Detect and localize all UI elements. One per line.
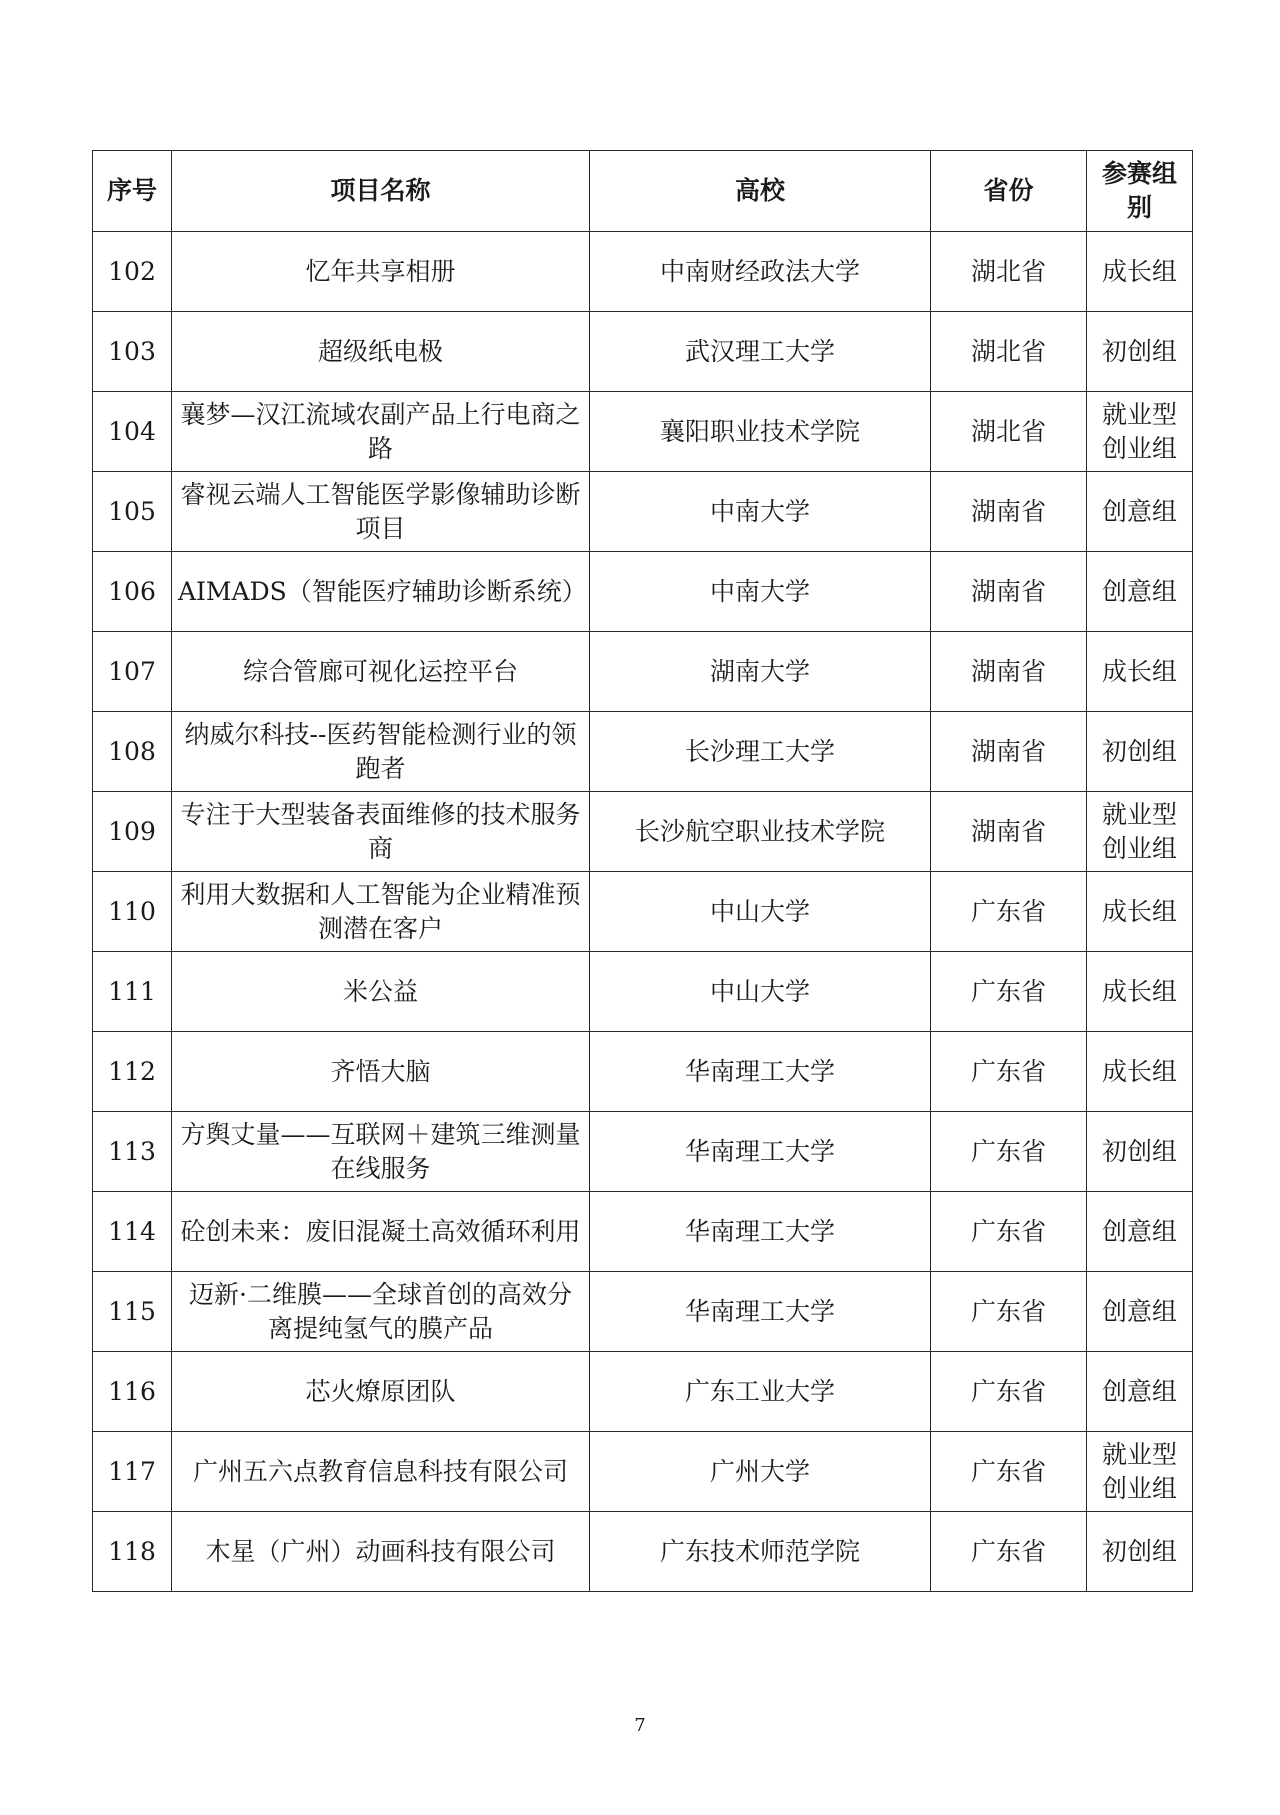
- cell-name: 迈新·二维膜——全球首创的高效分离提纯氢气的膜产品: [172, 1272, 590, 1352]
- cell-province: 湖北省: [931, 232, 1087, 312]
- table-row: [93, 1032, 1193, 1112]
- cell-no: 118: [93, 1512, 172, 1592]
- cell-province: 广东省: [931, 1192, 1087, 1272]
- cell-group: 创意组: [1087, 472, 1193, 552]
- cell-name: 米公益: [172, 952, 590, 1032]
- cell-name: 襄梦—汉江流域农副产品上行电商之路: [172, 392, 590, 472]
- cell-group: 初创组: [1087, 312, 1193, 392]
- cell-no: 112: [93, 1032, 172, 1112]
- cell-no: 111: [93, 952, 172, 1032]
- table-header-row: [93, 151, 1193, 232]
- cell-province: 湖南省: [931, 552, 1087, 632]
- cell-school: 中南财经政法大学: [590, 232, 931, 312]
- cell-school: 中南大学: [590, 552, 931, 632]
- cell-group: 成长组: [1087, 632, 1193, 712]
- cell-province: 广东省: [931, 872, 1087, 952]
- cell-province: 广东省: [931, 1512, 1087, 1592]
- table-row: [93, 1512, 1193, 1592]
- cell-province: 广东省: [931, 952, 1087, 1032]
- cell-no: 106: [93, 552, 172, 632]
- cell-province: 广东省: [931, 1352, 1087, 1432]
- cell-group: 初创组: [1087, 712, 1193, 792]
- cell-province: 湖北省: [931, 392, 1087, 472]
- cell-name: 广州五六点教育信息科技有限公司: [172, 1432, 590, 1512]
- cell-no: 116: [93, 1352, 172, 1432]
- cell-name: 砼创未来：废旧混凝土高效循环利用: [172, 1192, 590, 1272]
- cell-province: 湖南省: [931, 712, 1087, 792]
- cell-province: 湖南省: [931, 632, 1087, 712]
- cell-school: 广东工业大学: [590, 1352, 931, 1432]
- cell-name: 利用大数据和人工智能为企业精准预测潜在客户: [172, 872, 590, 952]
- cell-name: 芯火燎原团队: [172, 1352, 590, 1432]
- cell-name: 纳威尔科技--医药智能检测行业的领跑者: [172, 712, 590, 792]
- cell-province: 广东省: [931, 1112, 1087, 1192]
- cell-name: 睿视云端人工智能医学影像辅助诊断项目: [172, 472, 590, 552]
- table-row: [93, 1192, 1193, 1272]
- cell-no: 117: [93, 1432, 172, 1512]
- cell-name: 齐悟大脑: [172, 1032, 590, 1112]
- table-row: [93, 232, 1193, 312]
- cell-group: 初创组: [1087, 1112, 1193, 1192]
- table-row: [93, 792, 1193, 872]
- cell-school: 中山大学: [590, 952, 931, 1032]
- cell-no: 110: [93, 872, 172, 952]
- cell-no: 104: [93, 392, 172, 472]
- cell-school: 广州大学: [590, 1432, 931, 1512]
- table-row: [93, 1432, 1193, 1512]
- table-row: [93, 552, 1193, 632]
- cell-name: AIMADS（智能医疗辅助诊断系统）: [172, 552, 590, 632]
- table-row: [93, 872, 1193, 952]
- cell-school: 襄阳职业技术学院: [590, 392, 931, 472]
- table-row: [93, 1352, 1193, 1432]
- cell-group: 初创组: [1087, 1512, 1193, 1592]
- cell-group: 就业型创业组: [1087, 792, 1193, 872]
- header-no: 序号: [93, 151, 172, 232]
- cell-school: 武汉理工大学: [590, 312, 931, 392]
- table-row: [93, 392, 1193, 472]
- cell-no: 113: [93, 1112, 172, 1192]
- cell-group: 创意组: [1087, 552, 1193, 632]
- table-row: [93, 312, 1193, 392]
- page-number: 7: [634, 1715, 646, 1736]
- cell-school: 华南理工大学: [590, 1272, 931, 1352]
- cell-no: 103: [93, 312, 172, 392]
- cell-school: 华南理工大学: [590, 1192, 931, 1272]
- cell-province: 广东省: [931, 1432, 1087, 1512]
- cell-group: 创意组: [1087, 1272, 1193, 1352]
- cell-group: 就业型创业组: [1087, 1432, 1193, 1512]
- cell-group: 成长组: [1087, 1032, 1193, 1112]
- cell-no: 114: [93, 1192, 172, 1272]
- cell-group: 就业型创业组: [1087, 392, 1193, 472]
- cell-name: 方舆丈量——互联网＋建筑三维测量在线服务: [172, 1112, 590, 1192]
- cell-province: 广东省: [931, 1272, 1087, 1352]
- cell-name: 专注于大型装备表面维修的技术服务商: [172, 792, 590, 872]
- header-school: 高校: [590, 151, 931, 232]
- cell-group: 创意组: [1087, 1192, 1193, 1272]
- cell-school: 中南大学: [590, 472, 931, 552]
- cell-name: 木星（广州）动画科技有限公司: [172, 1512, 590, 1592]
- cell-no: 109: [93, 792, 172, 872]
- cell-group: 创意组: [1087, 1352, 1193, 1432]
- header-group: 参赛组别: [1087, 151, 1193, 232]
- cell-school: 湖南大学: [590, 632, 931, 712]
- cell-group: 成长组: [1087, 952, 1193, 1032]
- table-row: [93, 712, 1193, 792]
- cell-no: 115: [93, 1272, 172, 1352]
- cell-no: 102: [93, 232, 172, 312]
- cell-school: 长沙理工大学: [590, 712, 931, 792]
- cell-no: 105: [93, 472, 172, 552]
- cell-name: 超级纸电极: [172, 312, 590, 392]
- table-row: [93, 632, 1193, 712]
- cell-school: 华南理工大学: [590, 1112, 931, 1192]
- table-row: [93, 1112, 1193, 1192]
- header-province: 省份: [931, 151, 1087, 232]
- cell-school: 广东技术师范学院: [590, 1512, 931, 1592]
- cell-no: 107: [93, 632, 172, 712]
- cell-province: 湖北省: [931, 312, 1087, 392]
- cell-province: 湖南省: [931, 472, 1087, 552]
- cell-name: 忆年共享相册: [172, 232, 590, 312]
- cell-province: 广东省: [931, 1032, 1087, 1112]
- cell-no: 108: [93, 712, 172, 792]
- table-row: [93, 952, 1193, 1032]
- table-row: [93, 1272, 1193, 1352]
- header-name: 项目名称: [172, 151, 590, 232]
- cell-school: 中山大学: [590, 872, 931, 952]
- cell-province: 湖南省: [931, 792, 1087, 872]
- cell-name: 综合管廊可视化运控平台: [172, 632, 590, 712]
- cell-school: 长沙航空职业技术学院: [590, 792, 931, 872]
- cell-group: 成长组: [1087, 232, 1193, 312]
- table-row: [93, 472, 1193, 552]
- cell-school: 华南理工大学: [590, 1032, 931, 1112]
- project-table: [92, 150, 1193, 1592]
- cell-group: 成长组: [1087, 872, 1193, 952]
